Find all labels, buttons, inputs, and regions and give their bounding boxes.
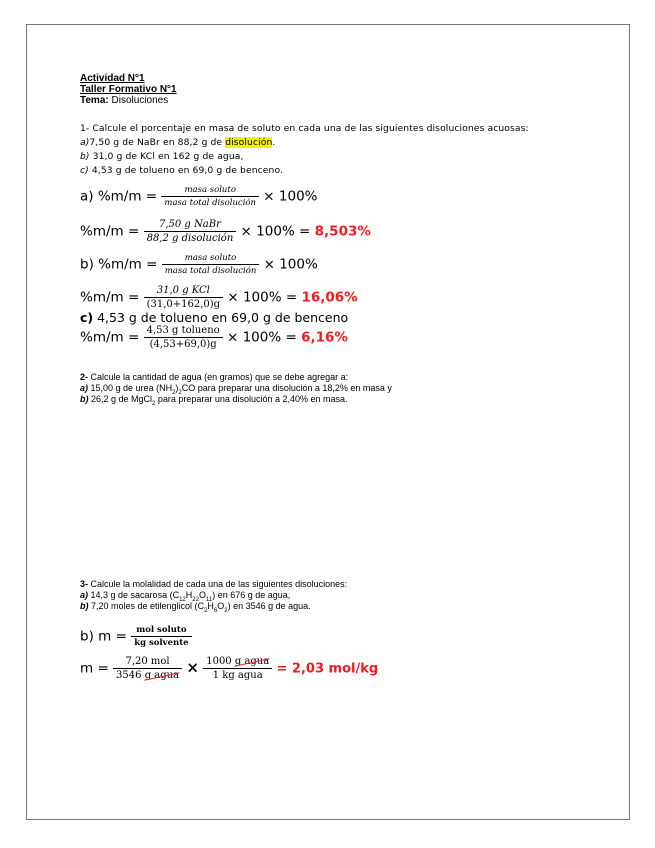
q1-statement: 1- Calcule el porcentaje en masa de soluto en cada una de las siguientes disoluciones acuosas:	[80, 123, 529, 134]
sol1-b-formula	[80, 253, 318, 276]
result-c: 6,16%	[301, 329, 348, 346]
q3-statement	[80, 579, 347, 590]
fraction	[162, 253, 260, 276]
times-100: × 100%	[259, 188, 318, 205]
fraction-numerator: masa soluto	[162, 253, 260, 265]
sol1-c-statement	[80, 310, 348, 325]
q2-a-text3: CO para preparar una disolución a 18,2% en masa y	[181, 383, 392, 393]
fraction	[161, 185, 259, 208]
cancelled-unit: g agua	[234, 656, 270, 667]
fraction	[203, 656, 272, 681]
subscript: 11	[205, 596, 213, 603]
result-b: 16,06%	[301, 289, 358, 306]
topic-value: Disoluciones	[108, 95, 169, 106]
cancelled-unit: g agua	[144, 670, 180, 681]
fraction-numerator: masa soluto	[161, 185, 259, 197]
q1-a-end: .	[272, 137, 276, 148]
times-sign: ×	[186, 658, 199, 677]
q2-text: Calcule la cantidad de agua (en gramos) que se debe agregar a:	[88, 372, 349, 382]
sol3-b-prefix: b) m =	[80, 628, 132, 645]
times-100: × 100%	[259, 256, 318, 273]
den-value: 3546	[116, 670, 145, 681]
q2-a-text: 15,00 g de urea (NH	[88, 383, 173, 393]
sol1-c-text: 4,53 g de tolueno en 69,0 g de benceno	[93, 310, 349, 325]
q1-b-label: b)	[80, 151, 90, 162]
highlighted-word: disolución	[225, 137, 273, 148]
equals: × 100% =	[236, 223, 315, 240]
sol1-b-prefix: b) %m/m =	[80, 256, 162, 273]
q3-b-o: O	[217, 601, 225, 611]
result-a: 8,503%	[314, 223, 371, 240]
q1-item-b	[80, 151, 244, 162]
num-value: 1000	[206, 656, 235, 667]
q3-number: 3-	[80, 579, 89, 589]
q2-a-label: a)	[80, 383, 89, 393]
subscript: 2	[172, 389, 176, 396]
q2-b-label: b)	[80, 394, 89, 404]
sol1-a-prefix: a) %m/m =	[80, 188, 162, 205]
subscript: 22	[192, 596, 199, 603]
activity-title: Actividad N°1	[80, 73, 145, 84]
fraction-numerator	[203, 656, 272, 669]
subscript: 2	[204, 607, 208, 614]
workshop-title: Taller Formativo N°1	[80, 84, 177, 95]
sol3-lhs: m =	[80, 660, 114, 677]
q2-b-text: 26,2 g de MgCl	[88, 394, 153, 404]
subscript: 2	[152, 400, 156, 407]
sol1-c-lhs: %m/m =	[80, 329, 144, 346]
sol3-b-calc	[80, 656, 378, 681]
subscript: 2	[224, 607, 228, 614]
q3-text: Calcule la molalidad de cada una de las siguientes disoluciones:	[88, 579, 348, 589]
q2-item-b	[80, 394, 348, 410]
q1-b-text: 31,0 g de KCl en 162 g de agua,	[89, 151, 244, 162]
fraction	[144, 219, 237, 244]
fraction-numerator: 4,53 g tolueno	[144, 325, 223, 338]
sol1-b-calc	[80, 285, 358, 310]
fraction-denominator: (31,0+162,0)g	[146, 299, 221, 310]
sol1-a-lhs: %m/m =	[80, 223, 144, 240]
q1-c-text: 4,53 g de tolueno en 69,0 g de benceno.	[88, 165, 284, 176]
equals: × 100% =	[222, 329, 302, 346]
q3-b-h: H	[207, 601, 214, 611]
q1-item-a	[80, 137, 275, 148]
q3-a-o: O	[198, 590, 206, 600]
q1-item-c	[80, 165, 283, 176]
sol1-c-calc	[80, 325, 348, 350]
fraction-denominator: kg solvente	[134, 638, 189, 648]
fraction-denominator	[113, 669, 182, 681]
q3-b-text2: ) en 3546 g de agua.	[227, 601, 311, 611]
sol1-c-label: c)	[80, 310, 94, 325]
sol3-b-formula	[80, 625, 192, 648]
q3-a-h: H	[185, 590, 193, 600]
q2-b-text2: para preparar una disolución a 2,40% en masa.	[155, 394, 348, 404]
q3-item-b	[80, 601, 311, 617]
result-molality: = 2,03 mol/kg	[276, 661, 379, 677]
subscript: 12	[179, 596, 186, 603]
q3-a-label: a)	[80, 590, 89, 600]
fraction-denominator: (4,53+69,0)g	[149, 339, 217, 350]
fraction	[144, 285, 223, 310]
equals: × 100% =	[223, 289, 302, 306]
q1-a-label: a)	[80, 137, 90, 148]
subscript: 2	[178, 389, 182, 396]
q3-a-text: 14,3 g de sacarosa (C	[88, 590, 180, 600]
q1-a-text: 7,50 g de NaBr en 88,2 g de	[89, 137, 226, 148]
fraction-denominator: 88,2 g disolución	[146, 233, 234, 244]
fraction-numerator: 7,20 mol	[113, 656, 182, 669]
fraction-denominator: masa total disolución	[164, 198, 257, 208]
sol1-b-lhs: %m/m =	[80, 289, 144, 306]
fraction	[144, 325, 223, 350]
fraction	[113, 656, 182, 681]
fraction-numerator: 7,50 g NaBr	[144, 219, 237, 232]
topic-label: Tema:	[80, 95, 109, 106]
topic-line	[80, 95, 168, 106]
fraction	[131, 625, 191, 648]
q1-c-label: c)	[80, 165, 89, 176]
document-page	[26, 24, 630, 820]
q2-a-text2: )	[175, 383, 179, 393]
fraction-denominator: 1 kg agua	[212, 670, 263, 681]
q3-a-text2: ) en 676 g de agua,	[212, 590, 291, 600]
fraction-numerator: mol soluto	[131, 625, 191, 637]
q2-number: 2-	[80, 372, 89, 382]
q2-statement	[80, 372, 348, 383]
fraction-denominator: masa total disolución	[164, 266, 257, 276]
fraction-numerator: 31,0 g KCl	[144, 285, 223, 298]
sol1-a-calc	[80, 219, 371, 244]
sol1-a-formula	[80, 185, 318, 208]
q3-b-label: b)	[80, 601, 89, 611]
subscript: 6	[213, 607, 218, 614]
q3-b-text: 7,20 moles de etilenglicol (C	[88, 601, 205, 611]
